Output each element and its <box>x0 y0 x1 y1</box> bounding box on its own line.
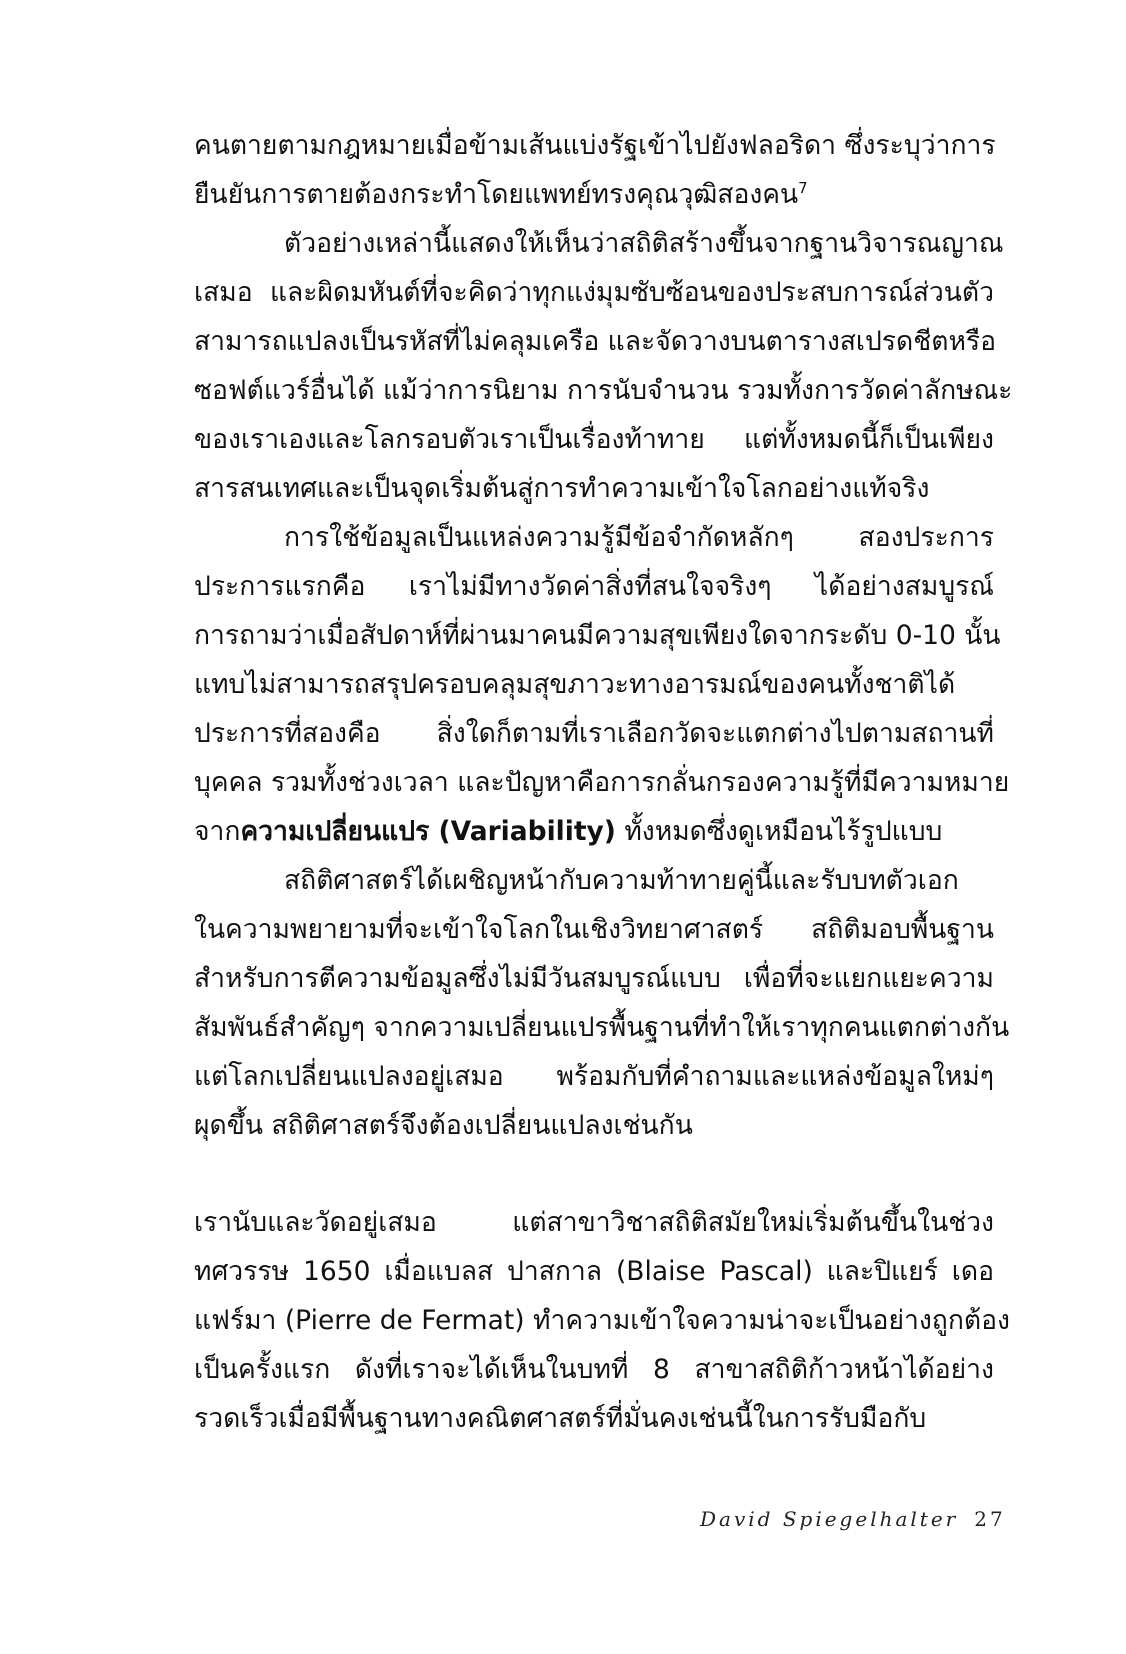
text-line: ในความพยายามที่จะเข้าใจโลกในเชิงวิทยาศาสตร์ สถิติมอบพื้นฐาน <box>194 914 994 945</box>
text-line: เรานับและวัดอยู่เสมอ แต่สาขาวิชาสถิติสมัยใหม่เริ่มต้นขึ้นในช่วง <box>194 1207 994 1238</box>
footnote-marker: 7 <box>798 179 808 198</box>
footer-author: David Spiegelhalter <box>700 1507 959 1531</box>
text-line-suffix: ทั้งหมดซึ่งดูเหมือนไร้รูปแบบ <box>615 816 943 847</box>
text-line: เป็นครั้งแรก ดังที่เราจะได้เห็นในบทที่ 8 สาขาสถิติก้าวหน้าได้อย่าง <box>194 1354 994 1385</box>
text-line: คนตายตามกฎหมายเมื่อข้ามเส้นแบ่งรัฐเข้าไปยังฟลอริดา ซึ่งระบุว่าการ <box>194 130 996 161</box>
text-line: แฟร์มา (Pierre de Fermat) ทำความเข้าใจความน่าจะเป็นอย่างถูกต้อง <box>194 1305 1010 1336</box>
bold-term: ความเปลี่ยนแปร (Variability) <box>240 816 616 847</box>
text-line: แต่โลกเปลี่ยนแปลงอยู่เสมอ พร้อมกับที่คำถามและแหล่งข้อมูลใหม่ๆ <box>194 1061 994 1092</box>
text-line: แทบไม่สามารถสรุปครอบคลุมสุขภาวะทางอารมณ์ของคนทั้งชาติได้ <box>194 669 956 700</box>
text-line: สามารถแปลงเป็นรหัสที่ไม่คลุมเครือ และจัดวางบนตารางสเปรดชีตหรือ <box>194 326 997 357</box>
text-line: ผุดขึ้น สถิติศาสตร์จึงต้องเปลี่ยนแปลงเช่นกัน <box>194 1110 693 1141</box>
text-line: ประการที่สองคือ สิ่งใดก็ตามที่เราเลือกวัดจะแตกต่างไปตามสถานที่ <box>194 718 994 749</box>
text-line: สถิติศาสตร์ได้เผชิญหน้ากับความท้าทายคู่นี้และรับบทตัวเอก <box>284 865 959 896</box>
text-line: รวดเร็วเมื่อมีพื้นฐานทางคณิตศาสตร์ที่มั่นคงเช่นนี้ในการรับมือกับ <box>194 1403 927 1434</box>
text-line: สำหรับการตีความข้อมูลซึ่งไม่มีวันสมบูรณ์แบบ เพื่อที่จะแยกแยะความ <box>194 963 994 994</box>
text-line: สัมพันธ์สำคัญๆ จากความเปลี่ยนแปรพื้นฐานที่ทำให้เราทุกคนแตกต่างกัน <box>194 1012 1010 1043</box>
text-line: บุคคล รวมทั้งช่วงเวลา และปัญหาคือการกลั่นกรองความรู้ที่มีความหมาย <box>194 767 1010 798</box>
text-line: ซอฟต์แวร์อื่นได้ แม้ว่าการนิยาม การนับจำนวน รวมทั้งการวัดค่าลักษณะ <box>194 375 1013 406</box>
paragraph-group-2 <box>194 1198 1010 1443</box>
running-footer <box>700 1507 1006 1531</box>
text-line: ทศวรรษ 1650 เมื่อแบลส ปาสกาล (Blaise Pascal) และปิแยร์ เดอ <box>194 1256 994 1287</box>
text-line: ตัวอย่างเหล่านี้แสดงให้เห็นว่าสถิติสร้างขึ้นจากฐานวิจารณญาณ <box>284 228 1004 259</box>
text-line: สารสนเทศและเป็นจุดเริ่มต้นสู่การทำความเข้าใจโลกอย่างแท้จริง <box>194 473 930 504</box>
text-line-content: ยืนยันการตายต้องกระทำโดยแพทย์ทรงคุณวุฒิสองคน <box>194 179 799 210</box>
text-line: การถามว่าเมื่อสัปดาห์ที่ผ่านมาคนมีความสุขเพียงใดจากระดับ 0-10 นั้น <box>194 620 1001 651</box>
text-line-prefix: จาก <box>194 816 241 847</box>
text-line: เสมอ และผิดมหันต์ที่จะคิดว่าทุกแง่มุมซับซ้อนของประสบการณ์ส่วนตัว <box>194 277 994 308</box>
text-line: ของเราเองและโลกรอบตัวเราเป็นเรื่องท้าทาย แต่ทั้งหมดนี้ก็เป็นเพียง <box>194 424 994 455</box>
text-line <box>194 807 994 856</box>
text-line: ประการแรกคือ เราไม่มีทางวัดค่าสิ่งที่สนใจจริงๆ ได้อย่างสมบูรณ์ <box>194 571 994 602</box>
text-line: การใช้ข้อมูลเป็นแหล่งความรู้มีข้อจำกัดหลักๆ สองประการ <box>284 522 994 553</box>
paragraph-group-1 <box>194 121 1013 1150</box>
text-line <box>194 170 994 219</box>
page-number: 27 <box>974 1507 1006 1531</box>
